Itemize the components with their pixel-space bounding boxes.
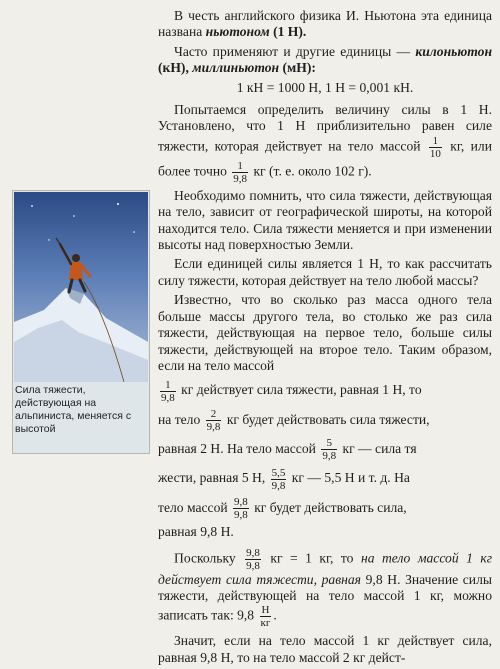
fraction-1-9-8-b: $\frac{1}{9,8}$ — [161, 378, 175, 404]
paragraph-question: Если единицей силы является 1 Н, то как рассчитать силу тяжести, которая действует на тело любой массы? — [158, 256, 492, 288]
fraction-9-8-9-8-b: $\frac{9,8}{9,8}$ — [246, 546, 260, 572]
paragraph-one-newton: Попытаемся определить величину силы в 1 Н. Установлено, что 1 Н приблизительно равен силе тяжести, которая действует на тело массой $\frac{1}{10}$ кг, или более точно $\frac{1}{9,8}$ кг (т. е. около 102 г). — [158, 102, 492, 185]
paragraph-newton-unit: В честь английского физика И. Ньютона эта единица названа ньютоном (1 Н). — [158, 8, 492, 40]
paragraph-since: Поскольку $\frac{9,8}{9,8}$ кг = 1 кг, то на тело массой 1 кг действует сила тяжести, равная 9,8 Н. Значение силы тяжести, действующей на тело массой 1 кг, можно записать так: 9,8 $\frac{Н}{кг}$ . — [158, 546, 492, 630]
climber-photo — [14, 192, 148, 382]
fraction-5-9-8: $\frac{5}{9,8}$ — [322, 437, 337, 463]
fraction-1-10: $\frac{1}{10}$ — [429, 134, 441, 160]
line-fraction-5: равная 2 Н. На тело массой $\frac{5}{9,8}$ кг — сила тя — [158, 437, 417, 463]
line-fraction-1: $\frac{1}{9,8}$ кг действует сила тяжести, равная 1 Н, то — [161, 378, 422, 404]
fraction-unit-n-kg: $\frac{Н}{кг}$ — [260, 604, 271, 630]
figure-climber — [12, 190, 150, 454]
paragraph-other-units: Часто применяют и другие единицы — килоньютон (кН), миллиньютон (мН): — [158, 43, 492, 76]
paragraph-latitude: Необходимо помнить, что сила тяжести, действующая на тело, зависит от географической широты, на которой находится тело. Сила тяжести меняется и при изменении высоты над поверхностью Земли. — [158, 187, 492, 253]
equation-units: 1 кН = 1000 Н, 1 Н = 0,001 кН. — [236, 79, 414, 95]
fraction-5-5-9-8: $\frac{5,5}{9,8}$ — [271, 466, 286, 492]
text-column — [158, 8, 492, 669]
figure-caption: Сила тяжести, действующая на альпиниста, меняется с высотой — [15, 384, 132, 435]
line-fraction-5-5: жести, равная 5 Н, $\frac{5,5}{9,8}$ кг — 5,5 Н и т. д. На — [158, 466, 410, 492]
mountain-climber-image — [14, 192, 148, 382]
line-fraction-9-8: тело массой $\frac{9,8}{9,8}$ кг будет действовать сила, — [158, 496, 407, 522]
paragraph-conclusion: Значит, если на тело массой 1 кг действует сила, равная 9,8 Н, то на тело массой 2 кг дейст- — [158, 633, 492, 665]
line-fraction-2: на тело $\frac{2}{9,8}$ кг будет действовать сила тяжести, — [158, 408, 430, 434]
paragraph-proportion: Известно, что во сколько раз масса одного тела больше массы другого тела, во столько же раз сила тяжести, действующая на первое тело, больше силы тяжести, действующей на второе тело. Таким образом, если на тело массой — [158, 292, 492, 373]
line-result: равная 9,8 Н. — [158, 524, 234, 540]
fraction-1-9-8: $\frac{1}{9,8}$ — [233, 159, 248, 185]
fraction-2-9-8: $\frac{2}{9,8}$ — [206, 408, 221, 434]
fraction-9-8-9-8: $\frac{9,8}{9,8}$ — [234, 496, 248, 522]
